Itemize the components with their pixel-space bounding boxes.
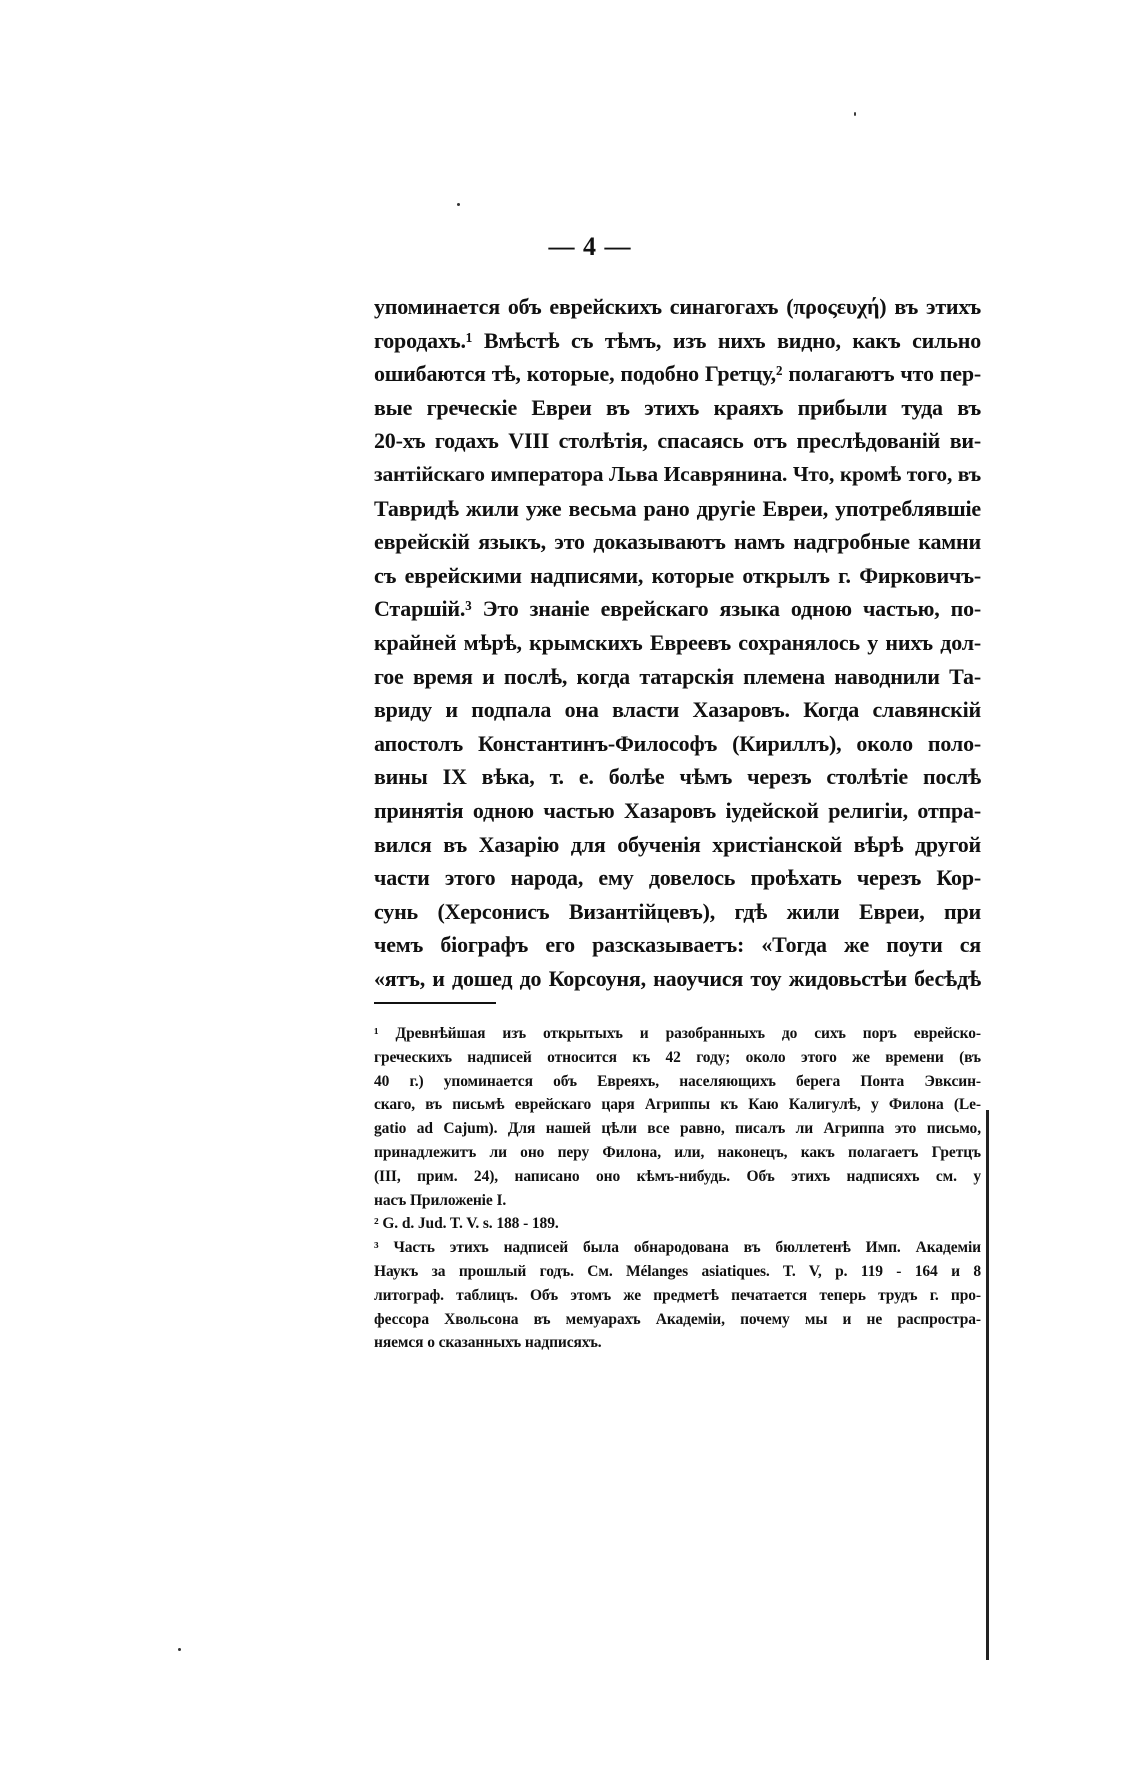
body-line: вриду и подпала она власти Хазаровъ. Когда славянскій [374,697,981,723]
body-line: съ еврейскими надписями, которые открылъ г. Фирковичъ- [374,562,981,588]
scan-speck [854,112,856,116]
body-line: Тавридѣ жили уже весьма рано другіе Евреи, употреблявшіе [374,495,981,521]
body-line: вился въ Хазарію для обученія христіанской вѣрѣ другой [374,831,981,857]
footnote-divider [374,1002,496,1004]
footnote-line: принадлежитъ ли оно перу Филона, или, наконецъ, какъ полагаетъ Гретцъ [374,1143,981,1161]
footnotes [374,1022,981,1355]
footnote-line: скаго, въ письмѣ еврейскаго царя Агриппы къ Каю Калигулѣ, у Филона (Le- [374,1096,981,1114]
footnote-line: 40 г.) упоминается объ Евреяхъ, населяющихъ берега Понта Эвксин- [374,1072,981,1090]
body-line: зантійскаго императора Льва Исаврянина. Что, кромѣ того, въ [374,461,981,486]
body-line: гое время и послѣ, когда татарскія племена наводнили Та- [374,663,981,689]
footnote-line: литограф. таблицъ. Объ этомъ же предметѣ печатается теперь трудъ г. про- [374,1286,981,1304]
scan-speck [178,1648,181,1651]
body-line: 20-хъ годахъ VIII столѣтія, спасаясь отъ преслѣдованій ви- [374,428,981,454]
body-line: Старшій.³ Это знаніе еврейскаго языка одною частью, по- [374,596,981,622]
body-line: упоминается объ еврейскихъ синагогахъ (προςευχή) въ этихъ [374,294,981,319]
footnote-line: няемся о сказанныхъ надписяхъ. [374,1334,602,1352]
footnote-line: насъ Приложеніе I. [374,1191,507,1209]
body-line: «ятъ, и дошед до Корсоуня, наоучися тоу жидовьстѣи бесѣдѣ [374,965,981,991]
footnote-line: ² G. d. Jud. T. V. s. 188 - 189. [374,1215,559,1233]
body-line: еврейскій языкъ, это доказываютъ намъ надгробные камни [374,529,981,555]
page-edge-shadow [986,1110,989,1660]
footnote-line: ³ Часть этихъ надписей была обнародована въ бюллетенѣ Имп. Академіи [374,1239,981,1257]
footnote-line: греческихъ надписей относится къ 42 году; около этого же времени (въ [374,1048,981,1066]
body-line: сунь (Херсонисъ Византійцевъ), гдѣ жили Евреи, при [374,898,981,924]
footnote-line: (III, прим. 24), написано оно кѣмъ-нибудь. Объ этихъ надписяхъ см. у [374,1167,981,1185]
body-line: ошибаются тѣ, которые, подобно Гретцу,² полагаютъ что пер- [374,361,981,387]
body-line: вины IX вѣка, т. е. болѣе чѣмъ черезъ столѣтіе послѣ [374,764,981,790]
body-line: принятія одною частью Хазаровъ іудейской религіи, отпра- [374,797,981,823]
footnote-line: ¹ Древнѣйшая изъ открытыхъ и разобранныхъ до сихъ поръ еврейско- [374,1025,981,1042]
body-line: городахъ.¹ Вмѣстѣ съ тѣмъ, изъ нихъ видно, какъ сильно [374,327,981,353]
body-line: чемъ біографъ его разсказываетъ: «Тогда же поути ся [374,932,981,958]
body-line: части этого народа, ему довелось проѣхать черезъ Кор- [374,865,981,891]
main-text [374,290,981,995]
body-line: вые греческіе Евреи въ этихъ краяхъ прибыли туда въ [374,394,981,420]
body-line: апостолъ Константинъ-Философъ (Кириллъ), около поло- [374,730,981,756]
footnote-line: Наукъ за прошлый годъ. См. Mélanges asiatiques. T. V, p. 119 - 164 и 8 [374,1262,981,1280]
footnote-line: gatio ad Cajum). Для нашей цѣли все равно, писалъ ли Агриппа это письмо, [374,1120,981,1138]
scan-speck [457,203,460,206]
body-line: крайней мѣрѣ, крымскихъ Евреевъ сохранялось у нихъ дол- [374,629,981,655]
page-number: — 4 — [548,232,632,261]
footnote-line: фессора Хвольсона въ мемуарахъ Академіи, почему мы и не распростра- [374,1310,981,1328]
